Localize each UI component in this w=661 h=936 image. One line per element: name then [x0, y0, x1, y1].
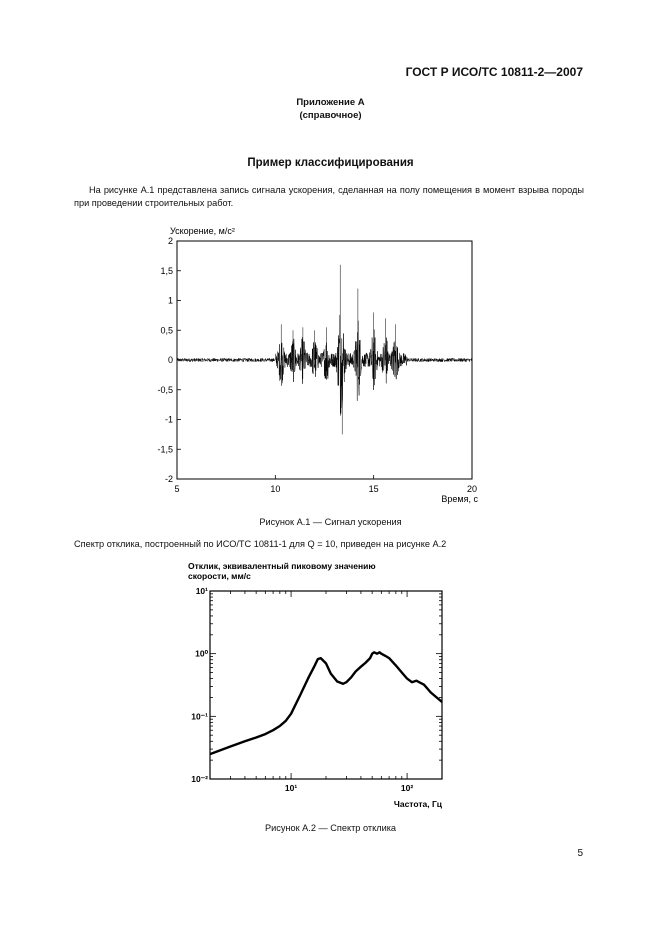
figure-1-acceleration-chart	[140, 222, 500, 504]
paragraph-2: Спектр отклика, построенный по ИСО/ТС 10811-1 для Q = 10, приведен на рисунке А.2	[74, 539, 447, 549]
figure-2-x-tick-label: 10¹	[284, 783, 298, 793]
figure-1-x-tick-label: 20	[466, 484, 478, 494]
annex-heading	[0, 96, 661, 122]
figure-2-y-tick-label: 10⁻²	[191, 774, 208, 784]
figure-1-y-tick-label: 0	[167, 355, 173, 365]
figure-1-y-tick-label: 2	[167, 236, 173, 246]
figure-1-x-tick-label: 5	[174, 484, 180, 494]
figure-1-y-tick-label: 0,5	[160, 325, 173, 336]
figure-1-y-tick-label: 1,5	[160, 265, 173, 276]
figure-1-y-tick-label: -0,5	[157, 384, 173, 395]
document-id: ГОСТ Р ИСО/ТС 10811-2—2007	[405, 65, 583, 79]
figure-1-caption: Рисунок А.1 — Сигнал ускорения	[259, 517, 402, 527]
figure-1-signal-trace	[177, 265, 472, 435]
figure-2-series-line	[210, 652, 442, 754]
figure-2-x-tick-label: 10²	[400, 783, 414, 793]
figure-1-y-axis-label: Ускорение, м/с²	[170, 226, 235, 236]
annex-title: Приложение А	[296, 97, 365, 108]
paragraph-1: На рисунке А.1 представлена запись сигнала ускорения, сделанная на полу помещения в момент взрыва породы при проведении строительных работ.	[74, 185, 584, 208]
figure-1-x-axis-label: Время, с	[441, 494, 478, 504]
figure-1-x-tick-label: 15	[368, 484, 379, 494]
figure-2-x-axis-label: Частота, Гц	[393, 799, 442, 809]
figure-2-plot-frame	[210, 591, 442, 779]
figure-1-x-tick-label: 10	[270, 484, 281, 494]
figure-2-response-spectrum-chart	[180, 558, 450, 812]
figure-1-y-tick-label: -2	[164, 474, 173, 484]
page-number: 5	[577, 848, 583, 859]
figure-1-y-tick-label: -1,5	[157, 444, 173, 455]
annex-subtitle: (справочное)	[299, 110, 362, 121]
section-title: Пример классифицирования	[247, 157, 414, 169]
figure-1-y-tick-label: 1	[167, 295, 173, 306]
figure-2-y-tick-label: 10⁰	[195, 648, 208, 659]
figure-2-y-tick-label: 10⁻¹	[191, 711, 208, 722]
figure-1-y-tick-label: -1	[164, 414, 173, 425]
figure-2-y-tick-label: 10¹	[195, 586, 208, 596]
figure-1-x-ticks	[174, 475, 477, 494]
figure-2-title-line-2: скорости, мм/с	[188, 571, 251, 581]
figure-2-ticks	[210, 591, 442, 779]
figure-2-caption: Рисунок А.2 — Спектр отклика	[264, 823, 397, 833]
figure-2-title-line-1: Отклик, эквивалентный пиковому значению	[188, 561, 376, 571]
